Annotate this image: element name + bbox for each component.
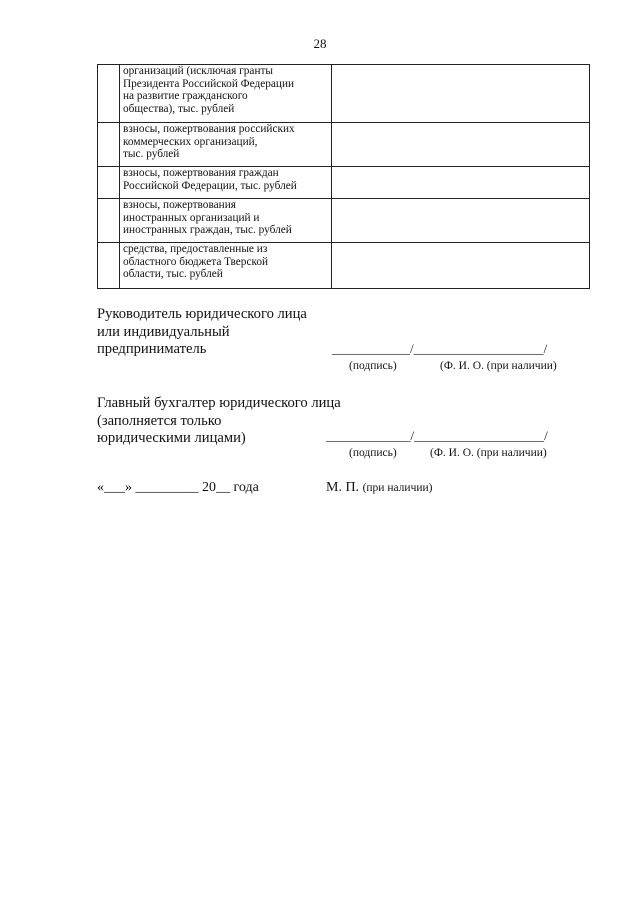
table-cell-value[interactable] bbox=[332, 199, 590, 243]
head-signature-label bbox=[97, 306, 307, 359]
cell-text-line: области, тыс. рублей bbox=[123, 268, 223, 281]
table-cell-value[interactable] bbox=[332, 65, 590, 123]
label-line: юридическими лицами) bbox=[97, 430, 246, 446]
accountant-name-caption: (Ф. И. О. (при наличии) bbox=[430, 447, 547, 459]
label-line: или индивидуальный bbox=[97, 323, 230, 340]
label-line: Главный бухгалтер юридического лица bbox=[97, 395, 341, 411]
stamp-note: (при наличии) bbox=[362, 482, 433, 494]
cell-text-line: общества), тыс. рублей bbox=[123, 102, 235, 115]
cell-text-line: коммерческих организаций, bbox=[123, 135, 258, 148]
table-cell-value[interactable] bbox=[332, 123, 590, 167]
table-row bbox=[98, 123, 590, 167]
cell-text-line: иностранных граждан, тыс. рублей bbox=[123, 224, 292, 237]
table-cell-label bbox=[120, 65, 332, 123]
cell-text-line: средства, предоставленные из bbox=[123, 243, 268, 255]
report-table bbox=[97, 64, 590, 289]
label-line: (заполняется только bbox=[97, 412, 222, 429]
stamp-label: М. П. bbox=[326, 480, 360, 495]
head-signature-caption: (подпись) bbox=[349, 360, 397, 372]
accountant-signature-caption: (подпись) bbox=[349, 447, 397, 459]
table-cell-label bbox=[120, 199, 332, 243]
cell-text-line: иностранных организаций и bbox=[123, 211, 260, 224]
table-cell-label bbox=[120, 167, 332, 199]
table-cell-number bbox=[98, 123, 120, 167]
table-cell-value[interactable] bbox=[332, 243, 590, 289]
table-cell-number bbox=[98, 199, 120, 243]
cell-text-line: тыс. рублей bbox=[123, 148, 180, 161]
table-cell-number bbox=[98, 167, 120, 199]
table-cell-label bbox=[120, 123, 332, 167]
stamp-mark bbox=[326, 480, 433, 496]
table-row bbox=[98, 243, 590, 289]
table-cell-label bbox=[120, 243, 332, 289]
head-name-caption: (Ф. И. О. (при наличии) bbox=[440, 360, 557, 372]
label-line: предприниматель bbox=[97, 341, 207, 357]
table-cell-number bbox=[98, 243, 120, 289]
accountant-signature-field[interactable]: _____________/____________________/ bbox=[326, 428, 548, 443]
table-row bbox=[98, 199, 590, 243]
page-number: 28 bbox=[313, 36, 327, 51]
cell-text-line: взносы, пожертвования bbox=[123, 199, 236, 211]
head-signature-field[interactable]: ____________/____________________/ bbox=[332, 341, 548, 356]
cell-text-line: взносы, пожертвования российских bbox=[123, 123, 295, 135]
label-line: Руководитель юридического лица bbox=[97, 306, 307, 322]
date-field[interactable]: «___» _________ 20__ года bbox=[97, 480, 259, 495]
table-cell-number bbox=[98, 65, 120, 123]
table-cell-value[interactable] bbox=[332, 167, 590, 199]
table-row bbox=[98, 167, 590, 199]
accountant-signature-label bbox=[97, 395, 341, 448]
cell-text-line: организаций (исключая гранты bbox=[123, 65, 274, 77]
cell-text-line: областного бюджета Тверской bbox=[123, 255, 269, 268]
table-row bbox=[98, 65, 590, 123]
cell-text-line: на развитие гражданского bbox=[123, 90, 248, 103]
cell-text-line: Президента Российской Федерации bbox=[123, 77, 295, 90]
cell-text-line: Российской Федерации, тыс. рублей bbox=[123, 179, 297, 192]
cell-text-line: взносы, пожертвования граждан bbox=[123, 167, 279, 179]
